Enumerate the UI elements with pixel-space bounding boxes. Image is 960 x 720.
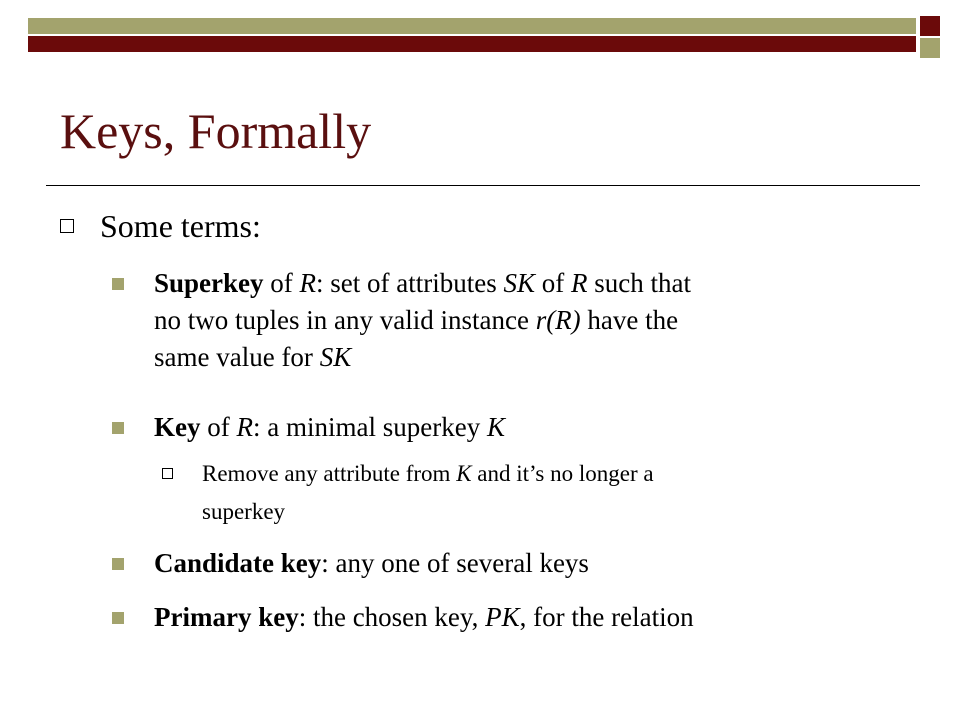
- primary-line: [154, 601, 694, 634]
- sub-line-2: superkey: [202, 499, 286, 524]
- var-R: R: [299, 268, 317, 298]
- text: no two tuples in any valid instance: [154, 305, 536, 335]
- key-term: Key: [154, 412, 201, 442]
- top-olive-bar: [28, 18, 916, 34]
- var-K: K: [486, 412, 505, 442]
- slide-title: Keys, Formally: [60, 103, 372, 159]
- hollow-square-bullet-icon: [162, 468, 173, 479]
- filled-square-bullet-icon: [112, 612, 124, 624]
- some-terms-text: Some terms:: [100, 208, 261, 244]
- filled-square-bullet-icon: [112, 558, 124, 570]
- text: have the: [580, 305, 679, 335]
- text: : set of attributes: [316, 268, 504, 298]
- filled-square-bullet-icon: [112, 278, 124, 290]
- text: : a minimal superkey: [253, 412, 487, 442]
- text: , for the relation: [519, 602, 694, 632]
- text: Remove any attribute from: [202, 461, 457, 486]
- text: such that: [587, 268, 691, 298]
- var-R: R: [236, 412, 253, 442]
- filled-square-bullet-icon: [112, 422, 124, 434]
- var-SK: SK: [503, 268, 536, 298]
- bullet-some-terms: [60, 208, 261, 245]
- corner-olive-square: [920, 38, 940, 58]
- text: : any one of several keys: [321, 548, 589, 578]
- top-maroon-bar: [28, 36, 916, 52]
- text: : the chosen key,: [298, 602, 486, 632]
- var-PK: PK: [485, 602, 520, 632]
- text: and it’s no longer a: [471, 461, 654, 486]
- primary-term: Primary key: [154, 602, 299, 632]
- text: same value for: [154, 342, 320, 372]
- candidate-term: Candidate key: [154, 548, 322, 578]
- hollow-square-bullet-icon: [60, 219, 74, 233]
- sub-line-1: [202, 459, 654, 488]
- var-K: K: [456, 461, 472, 486]
- text: of: [200, 412, 237, 442]
- superkey-term: Superkey: [154, 268, 264, 298]
- var-R: R: [571, 268, 588, 298]
- corner-maroon-square: [920, 16, 940, 36]
- var-SK: SK: [319, 342, 352, 372]
- text: of: [263, 268, 300, 298]
- key-line: [154, 411, 505, 444]
- text: of: [535, 268, 572, 298]
- superkey-line-2: [154, 304, 678, 337]
- title-divider: [46, 185, 920, 186]
- candidate-line: [154, 547, 589, 580]
- superkey-line-3: [154, 341, 351, 374]
- superkey-line-1: [154, 267, 691, 300]
- var-rR: r(R): [535, 305, 581, 335]
